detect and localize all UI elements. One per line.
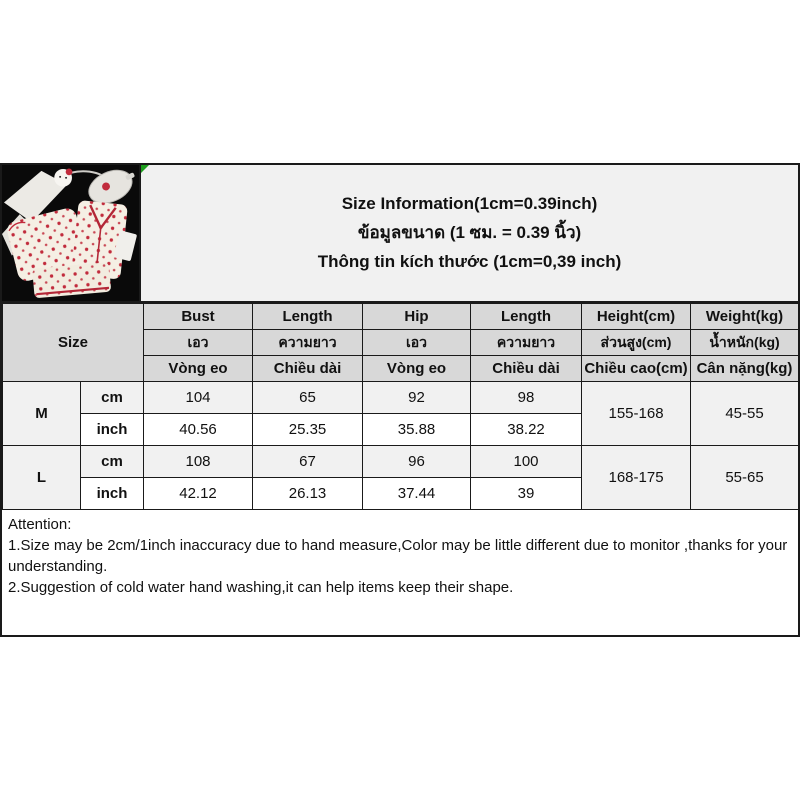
unit-cm-cell: cm [81, 382, 144, 414]
size-l-cell: L [3, 446, 81, 510]
size-header-cell: Size [3, 304, 144, 382]
value-cell: 65 [253, 382, 363, 414]
header-hip-vi: Vòng eo [363, 356, 471, 382]
header-hip-th: เอว [363, 330, 471, 356]
size-chart-sheet [0, 163, 800, 637]
height-range-l: 168-175 [582, 446, 691, 510]
header-hip-en: Hip [363, 304, 471, 330]
header-height-en: Height(cm) [582, 304, 691, 330]
row-l-cm [3, 446, 799, 478]
attention-note-1: 1.Size may be 2cm/1inch inaccuracy due to hand measure,Color may be little different due to monitor ,thanks for your understanding. [8, 537, 788, 575]
pajama-set-photo-graphic [2, 165, 139, 301]
product-photo [2, 165, 141, 301]
value-cell: 25.35 [253, 414, 363, 446]
header-weight-th: น้ำหนัก(kg) [691, 330, 799, 356]
header-length2-vi: Chiều dài [471, 356, 582, 382]
value-cell: 92 [363, 382, 471, 414]
value-cell: 40.56 [144, 414, 253, 446]
weight-range-m: 45-55 [691, 382, 799, 446]
header-length2-th: ความยาว [471, 330, 582, 356]
title-thai: ข้อมูลขนาด (1 ซม. = 0.39 นิ้ว) [357, 223, 582, 242]
row-m-cm [3, 382, 799, 414]
value-cell: 26.13 [253, 478, 363, 510]
value-cell: 42.12 [144, 478, 253, 510]
attention-notes [2, 510, 798, 635]
value-cell: 96 [363, 446, 471, 478]
title-block [141, 165, 798, 301]
header-weight-en: Weight(kg) [691, 304, 799, 330]
value-cell: 37.44 [363, 478, 471, 510]
value-cell: 67 [253, 446, 363, 478]
attention-heading: Attention: [8, 516, 72, 533]
header-bust-vi: Vòng eo [144, 356, 253, 382]
header-length1-vi: Chiều dài [253, 356, 363, 382]
unit-inch-cell: inch [81, 414, 144, 446]
header-length1-en: Length [253, 304, 363, 330]
title-vietnamese: Thông tin kích thước (1cm=0,39 inch) [317, 252, 622, 271]
header-bust-en: Bust [144, 304, 253, 330]
height-range-m: 155-168 [582, 382, 691, 446]
header-row [2, 165, 798, 303]
value-cell: 35.88 [363, 414, 471, 446]
value-cell: 38.22 [471, 414, 582, 446]
value-cell: 108 [144, 446, 253, 478]
header-weight-vi: Cân nặng(kg) [691, 356, 799, 382]
unit-inch-cell: inch [81, 478, 144, 510]
size-table [2, 303, 799, 510]
green-corner-marker [141, 165, 149, 173]
value-cell: 39 [471, 478, 582, 510]
header-row-english [3, 304, 799, 330]
value-cell: 104 [144, 382, 253, 414]
header-height-vi: Chiều cao(cm) [582, 356, 691, 382]
header-bust-th: เอว [144, 330, 253, 356]
title-english: Size Information(1cm=0.39inch) [341, 194, 598, 213]
value-cell: 100 [471, 446, 582, 478]
header-height-th: ส่วนสูง(cm) [582, 330, 691, 356]
unit-cm-cell: cm [81, 446, 144, 478]
header-length1-th: ความยาว [253, 330, 363, 356]
header-length2-en: Length [471, 304, 582, 330]
value-cell: 98 [471, 382, 582, 414]
size-m-cell: M [3, 382, 81, 446]
attention-note-2: 2.Suggestion of cold water hand washing,it can help items keep their shape. [8, 579, 514, 596]
weight-range-l: 55-65 [691, 446, 799, 510]
